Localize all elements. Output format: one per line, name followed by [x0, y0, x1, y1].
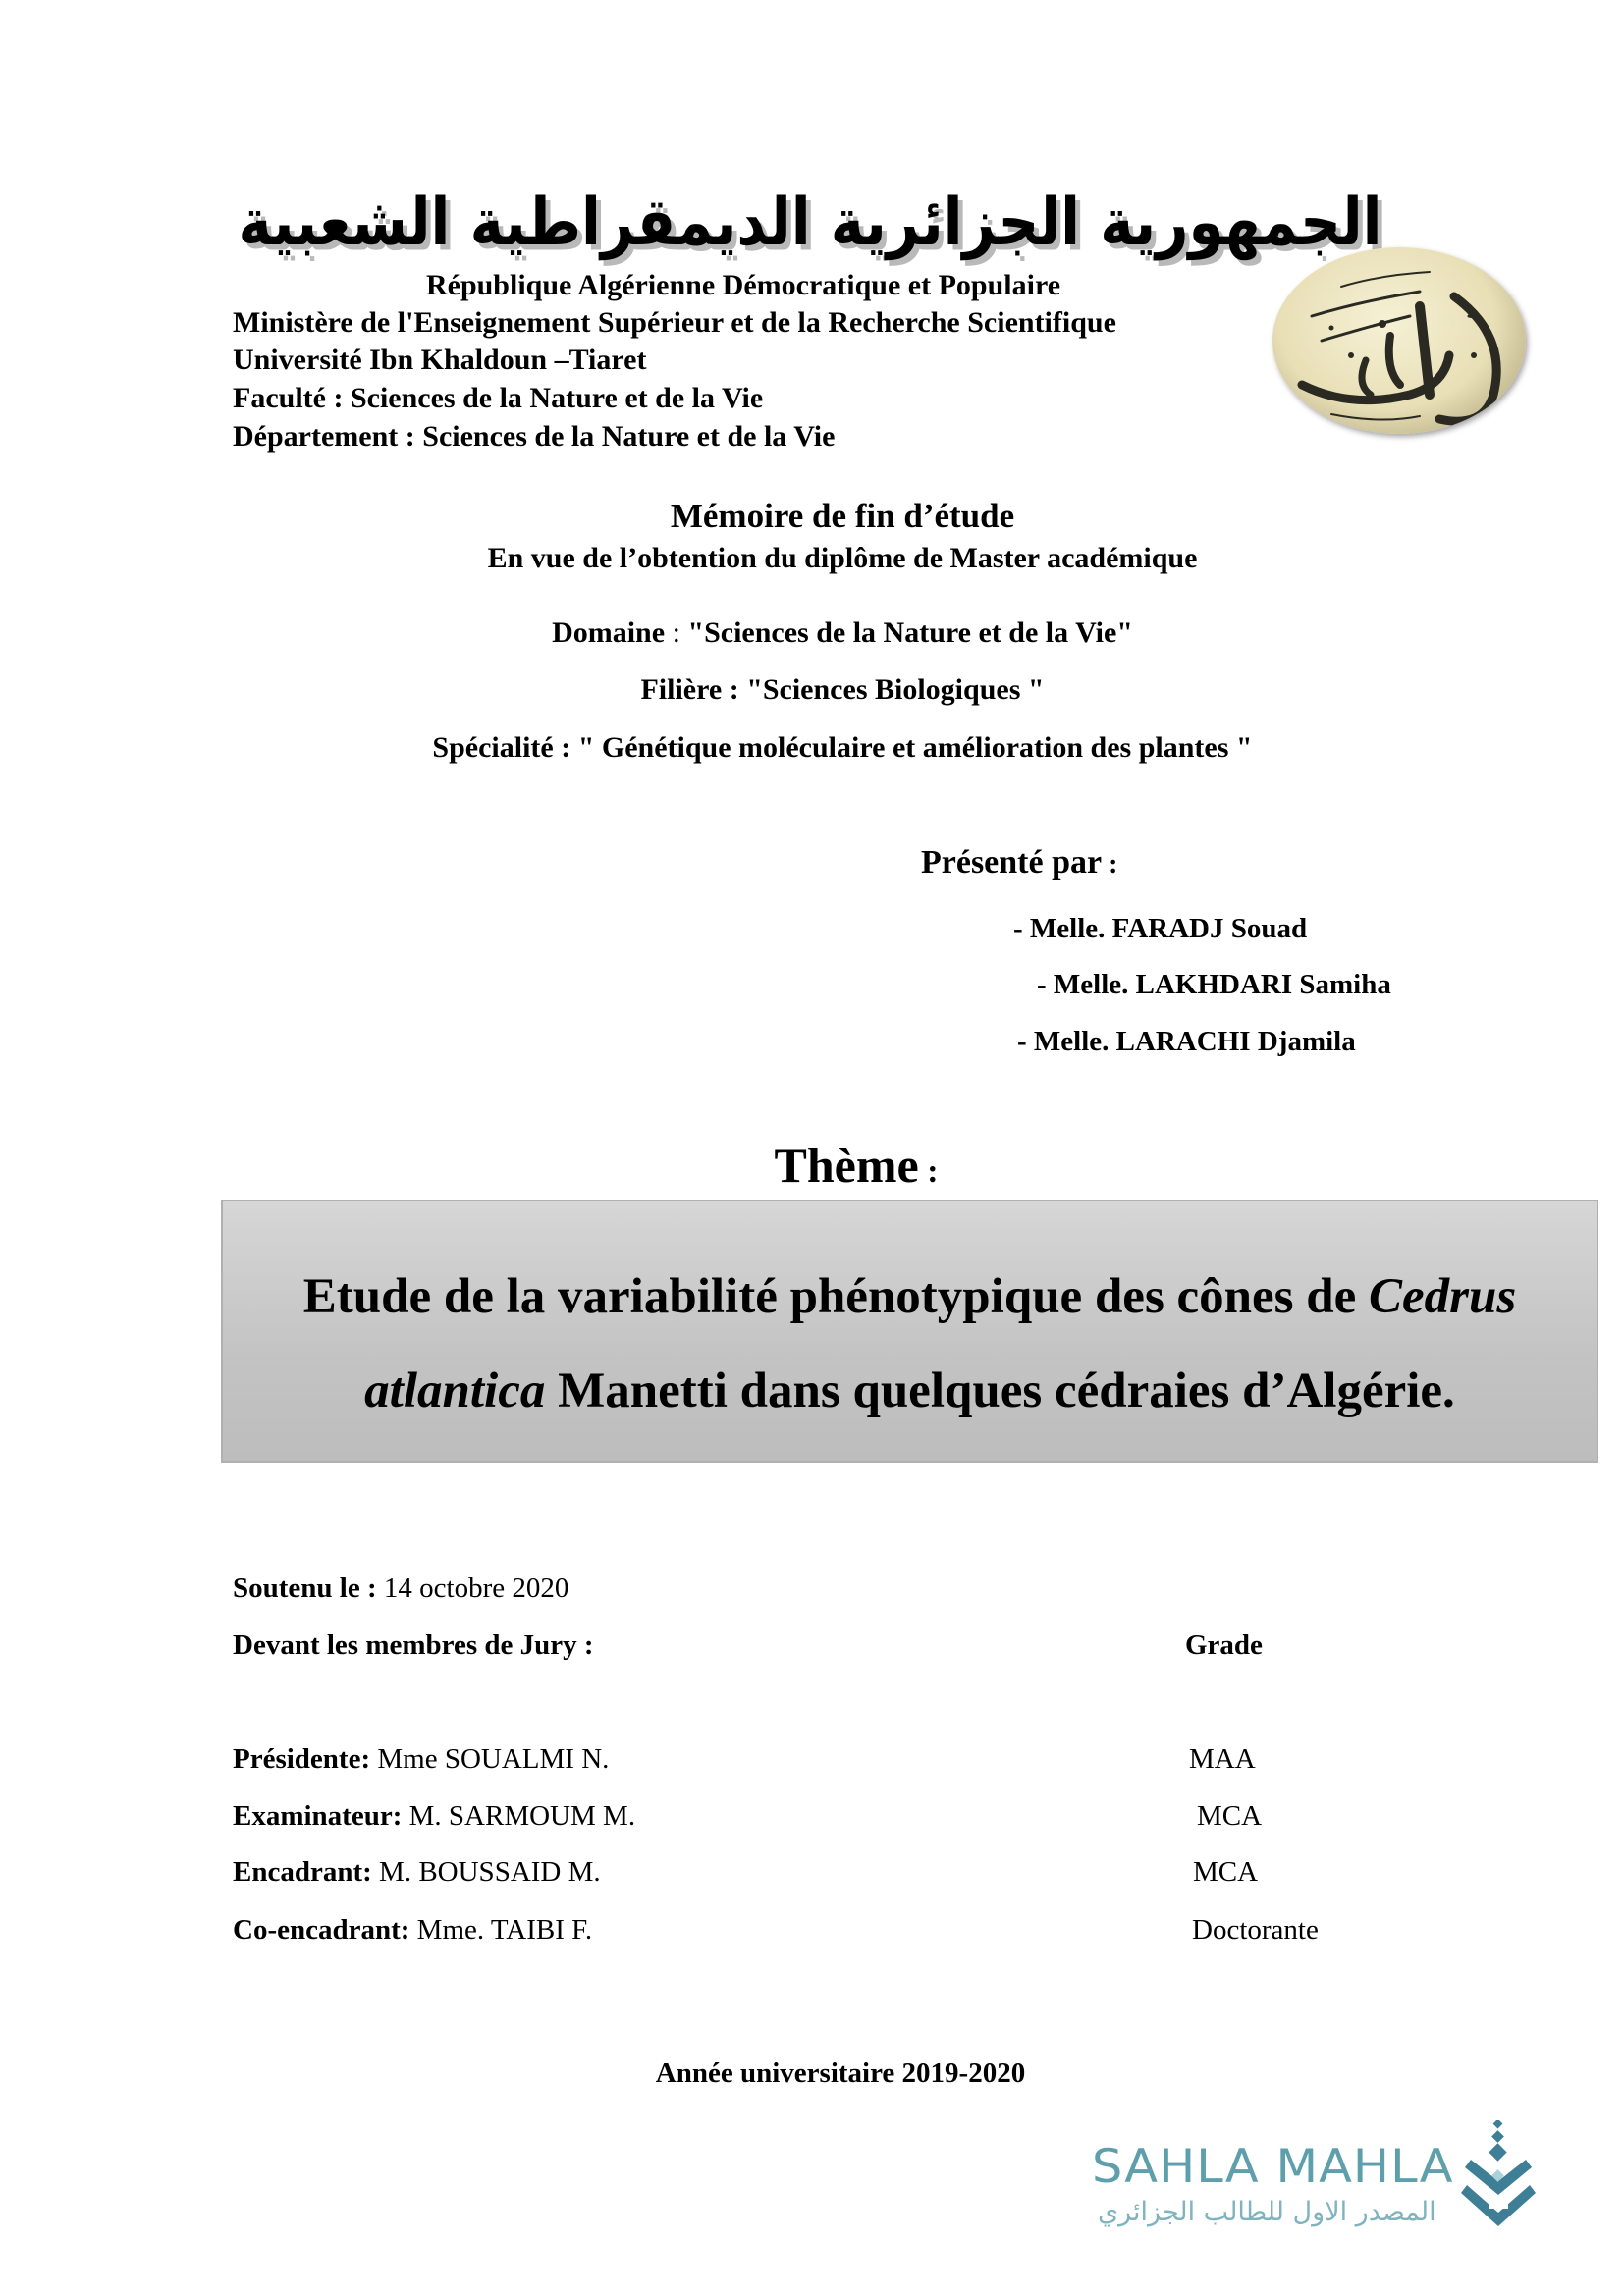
thesis-title-text: Manetti dans quelques cédraies d’Algérie. [545, 1363, 1455, 1418]
thesis-title-line-1 [223, 1268, 1597, 1325]
presented-by-text: Présenté par [921, 844, 1103, 881]
domaine-separator: : [665, 616, 688, 649]
jury-label: Devant les membres de Jury : [233, 1629, 594, 1661]
calligraphy-seal-icon [1272, 247, 1526, 434]
jury-role: Présidente: [233, 1743, 371, 1775]
presented-by-label [921, 844, 1117, 881]
jury-member-row [233, 1856, 601, 1889]
sahla-mahla-tagline: المصدر الاول للطالب الجزائري [1098, 2197, 1436, 2227]
jury-name: M. BOUSSAID M. [371, 1856, 601, 1888]
jury-role: Encadrant: [233, 1856, 372, 1888]
theme-label-colon: : [918, 1153, 939, 1190]
jury-grade: Doctorante [1192, 1914, 1319, 1946]
jury-member-row [233, 1800, 635, 1833]
faculty-name: Faculté : Sciences de la Nature et de la Vie [233, 382, 764, 414]
jury-name: M. SARMOUM M. [402, 1800, 636, 1832]
defense-date-value: 14 octobre 2020 [383, 1573, 569, 1604]
presented-by-colon: : [1102, 849, 1118, 880]
grade-column-header: Grade [1185, 1629, 1263, 1661]
defense-date-line [233, 1573, 568, 1605]
domaine-value: "Sciences de la Nature et de la Vie" [687, 616, 1133, 649]
jury-role: Examinateur: [233, 1800, 403, 1832]
student-name: - Melle. FARADJ Souad [1013, 913, 1308, 944]
ministry-name: Ministère de l'Enseignement Supérieur et de la Recherche Scientifique [233, 306, 1116, 339]
sahla-mahla-emblem-icon [1461, 2120, 1536, 2228]
jury-grade: MCA [1197, 1800, 1263, 1832]
thesis-title-box [221, 1200, 1598, 1463]
thesis-title-text: Etude de la variabilité phénotypique des cônes de [302, 1269, 1370, 1324]
academic-year: Année universitaire 2019-2020 [655, 2057, 1026, 2089]
theme-label-text: Thème [774, 1138, 919, 1193]
species-genus: Cedrus [1369, 1269, 1517, 1324]
thesis-title-line-2 [223, 1362, 1597, 1419]
student-name: - Melle. LAKHDARI Samiha [1037, 969, 1391, 1000]
jury-member-row [233, 1914, 592, 1947]
arabic-republic-title: الجمهورية الجزائرية الديمقراطية الشعبية [238, 183, 1382, 261]
republic-name: République Algérienne Démocratique et Populaire [425, 269, 1061, 301]
filiere-line: Filière : "Sciences Biologiques " [640, 673, 1045, 706]
specialite-line: Spécialité : " Génétique moléculaire et amélioration des plantes " [432, 731, 1253, 764]
university-seal-logo [1272, 247, 1526, 434]
jury-name: Mme SOUALMI N. [370, 1743, 610, 1775]
domaine-line [552, 616, 1133, 650]
jury-name: Mme. TAIBI F. [409, 1914, 593, 1946]
theme-label [774, 1137, 938, 1194]
memoire-title: Mémoire de fin d’étude [670, 497, 1015, 535]
domaine-label: Domaine [552, 616, 666, 649]
defense-date-label: Soutenu le : [233, 1573, 384, 1604]
jury-role: Co-encadrant: [233, 1914, 410, 1946]
university-name: Université Ibn Khaldoun –Tiaret [233, 344, 647, 376]
jury-member-row [233, 1743, 609, 1776]
jury-grade: MAA [1189, 1743, 1256, 1775]
jury-grade: MCA [1193, 1856, 1259, 1888]
species-epithet: atlantica [364, 1363, 546, 1418]
department-name: Département : Sciences de la Nature et de la Vie [233, 420, 836, 453]
student-name: - Melle. LARACHI Djamila [1017, 1026, 1356, 1057]
memoire-subtitle: En vue de l’obtention du diplôme de Master académique [487, 542, 1198, 574]
sahla-mahla-brand: SAHLA MAHLA [1092, 2140, 1454, 2194]
